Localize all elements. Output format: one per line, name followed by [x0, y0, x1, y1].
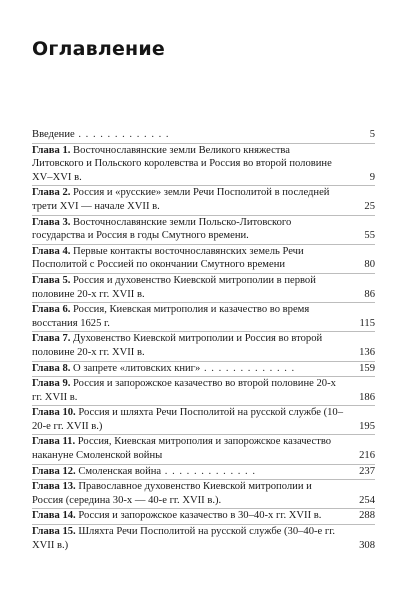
- table-of-contents: [32, 128, 375, 553]
- chapter-title: Шляхта Речи Посполитой на русской службе (30–40-е гг. XVII в.): [32, 526, 336, 551]
- page-number: 80: [364, 259, 375, 271]
- chapter-title: Православное духовенство Киевской митрополии и Россия (середина 30-х — 40-е гг. XVII в.).: [32, 481, 312, 506]
- chapter-title: Россия и «русские» земли Речи Посполитой в последней трети XVI — начале XVII в.: [32, 187, 330, 212]
- chapter-label: Глава 6.: [32, 304, 71, 316]
- page-number: 25: [364, 200, 375, 212]
- chapter-title: Восточнославянские земли Польско-Литовского государства и Россия в годы Смутного времени.: [32, 216, 292, 242]
- toc-entry[interactable]: [32, 362, 375, 378]
- toc-entry[interactable]: [32, 216, 375, 245]
- page-number: 195: [359, 420, 375, 432]
- chapter-label: Глава 8.: [32, 362, 71, 374]
- chapter-label: Глава 15.: [32, 526, 76, 538]
- page-number: 55: [364, 230, 375, 242]
- page-number: 86: [364, 288, 375, 300]
- toc-entry[interactable]: [32, 128, 375, 144]
- toc-entry[interactable]: [32, 406, 375, 435]
- toc-entry-text: [32, 526, 335, 551]
- page-number: 216: [359, 450, 375, 462]
- page-number: 136: [359, 346, 375, 358]
- dot-leader: . . . . . . . . . . . . .: [161, 465, 256, 477]
- page-number: 308: [359, 539, 375, 551]
- chapter-title: Духовенство Киевской митрополии и Россия во второй половине 20-х гг. XVII в.: [32, 333, 323, 358]
- chapter-label: Глава 7.: [32, 333, 71, 345]
- chapter-label: Глава 9.: [32, 378, 71, 390]
- page-number: 5: [369, 129, 375, 140]
- toc-entry-text: [32, 275, 316, 300]
- chapter-title: Первые контакты восточнославянских земель Речи Посполитой с Россией по окончании Смутного времени: [32, 245, 304, 271]
- chapter-label: Глава 14.: [32, 510, 76, 522]
- toc-entry[interactable]: [32, 480, 375, 509]
- toc-entry[interactable]: [32, 509, 375, 525]
- toc-entry-text: [32, 363, 295, 374]
- toc-entry-text: [32, 217, 291, 242]
- toc-entry[interactable]: [32, 186, 375, 215]
- chapter-title: Введение: [32, 129, 75, 140]
- chapter-title: Россия и запорожское казачество во второй половине 20-х гг. XVII в.: [32, 378, 336, 403]
- dot-leader: . . . . . . . . . . . . .: [200, 362, 296, 374]
- chapter-label: Глава 2.: [32, 187, 71, 199]
- toc-entry-text: [32, 246, 304, 271]
- toc-entry[interactable]: [32, 274, 375, 303]
- toc-entry-text: [32, 466, 256, 477]
- toc-entry[interactable]: [32, 465, 375, 481]
- toc-entry-text: [32, 436, 331, 461]
- toc-entry-text: [32, 187, 329, 212]
- toc-entry[interactable]: [32, 332, 375, 361]
- chapter-title: Россия, Киевская митрополия и казачество во время восстания 1625 г.: [32, 304, 310, 329]
- chapter-title: Россия и шляхта Речи Посполитой на русской службе (10–20-е гг. XVII в.): [32, 407, 343, 432]
- chapter-title: О запрете «литовских книг»: [70, 362, 201, 374]
- chapter-title: Смоленская война: [75, 465, 162, 477]
- page-number: 115: [359, 317, 375, 329]
- toc-entry[interactable]: [32, 525, 375, 553]
- toc-entry[interactable]: [32, 435, 375, 464]
- toc-entry-text: [32, 145, 332, 183]
- page-number: 288: [359, 510, 375, 522]
- chapter-title: Восточнославянские земли Великого княжества Литовского и Польского королевства и Россия во второй половине XV–XVI в.: [32, 144, 332, 183]
- toc-entry-text: [32, 407, 343, 432]
- toc-entry-text: [32, 333, 322, 358]
- page-number: 254: [359, 494, 375, 506]
- chapter-label: Глава 12.: [32, 465, 76, 477]
- chapter-label: Глава 3.: [32, 216, 71, 228]
- page-number: 159: [359, 362, 375, 374]
- toc-entry-text: [32, 510, 321, 521]
- toc-entry[interactable]: [32, 377, 375, 406]
- toc-entry[interactable]: [32, 303, 375, 332]
- chapter-label: Глава 5.: [32, 274, 71, 286]
- page-number: 9: [369, 171, 375, 183]
- chapter-label: Глава 1.: [32, 144, 71, 156]
- toc-entry-text: [32, 304, 309, 329]
- chapter-title: Россия, Киевская митрополия и запорожское казачество накануне Смоленской войны: [32, 436, 332, 462]
- toc-entry[interactable]: [32, 144, 375, 187]
- page-number: 237: [359, 465, 375, 477]
- page-title: Оглавление: [32, 38, 165, 60]
- toc-entry-text: [32, 378, 336, 403]
- toc-entry-text: [32, 129, 170, 140]
- toc-entry[interactable]: [32, 245, 375, 274]
- toc-entry-text: [32, 481, 312, 506]
- chapter-title: Россия и запорожское казачество в 30–40-х гг. XVII в.: [75, 510, 322, 522]
- chapter-label: Глава 4.: [32, 245, 71, 257]
- chapter-title: Россия и духовенство Киевской митрополии в первой половине 20-х гг. XVII в.: [32, 274, 316, 300]
- chapter-label: Глава 13.: [32, 481, 76, 493]
- chapter-label: Глава 11.: [32, 436, 76, 448]
- chapter-label: Глава 10.: [32, 407, 76, 419]
- page-number: 186: [359, 391, 375, 403]
- dot-leader: . . . . . . . . . . . . .: [74, 129, 170, 140]
